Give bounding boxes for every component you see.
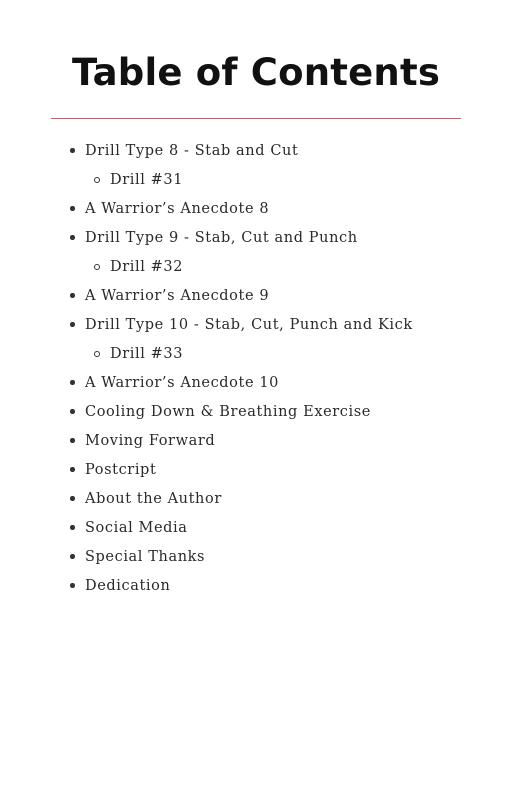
toc-item-label: Moving Forward (85, 433, 216, 449)
bullet-icon (70, 293, 75, 298)
toc-item[interactable] (0, 195, 512, 224)
toc-item[interactable] (0, 485, 512, 514)
bullet-icon (70, 409, 75, 414)
toc-item-label: A Warrior’s Anecdote 9 (85, 288, 270, 304)
bullet-icon (70, 583, 75, 588)
toc-subitem-label: Drill #32 (110, 259, 184, 275)
toc-item-label: Special Thanks (85, 549, 206, 565)
toc-item-label: About the Author (85, 491, 222, 507)
bullet-icon (70, 206, 75, 211)
toc-subitem-label: Drill #31 (110, 172, 184, 188)
bullet-icon (70, 148, 75, 153)
toc-item[interactable] (0, 311, 512, 340)
hollow-bullet-icon (94, 351, 100, 357)
toc-item-label: Drill Type 8 - Stab and Cut (85, 143, 299, 159)
toc-item[interactable] (0, 137, 512, 166)
toc-item[interactable] (0, 282, 512, 311)
toc-subitem[interactable] (0, 166, 512, 195)
bullet-icon (70, 554, 75, 559)
toc-item[interactable] (0, 224, 512, 253)
toc-item-label: Drill Type 10 - Stab, Cut, Punch and Kick (85, 317, 413, 333)
title-divider (51, 118, 461, 119)
toc-item-label: A Warrior’s Anecdote 10 (85, 375, 279, 391)
bullet-icon (70, 467, 75, 472)
toc-item[interactable] (0, 543, 512, 572)
toc-subitem[interactable] (0, 340, 512, 369)
toc-item-label: Cooling Down & Breathing Exercise (85, 404, 371, 420)
toc-item-label: Postcript (85, 462, 157, 478)
toc-item-label: A Warrior’s Anecdote 8 (85, 201, 270, 217)
bullet-icon (70, 380, 75, 385)
toc-list (0, 137, 512, 601)
page-title: Table of Contents (71, 51, 441, 94)
bullet-icon (70, 438, 75, 443)
toc-item[interactable] (0, 514, 512, 543)
toc-subitem-label: Drill #33 (110, 346, 184, 362)
bullet-icon (70, 322, 75, 327)
bullet-icon (70, 496, 75, 501)
toc-item[interactable] (0, 572, 512, 601)
toc-subitem[interactable] (0, 253, 512, 282)
toc-item-label: Social Media (85, 520, 188, 536)
toc-item[interactable] (0, 369, 512, 398)
toc-item[interactable] (0, 427, 512, 456)
hollow-bullet-icon (94, 177, 100, 183)
toc-item[interactable] (0, 456, 512, 485)
bullet-icon (70, 525, 75, 530)
toc-item-label: Drill Type 9 - Stab, Cut and Punch (85, 230, 358, 246)
toc-item[interactable] (0, 398, 512, 427)
bullet-icon (70, 235, 75, 240)
hollow-bullet-icon (94, 264, 100, 270)
toc-item-label: Dedication (85, 578, 171, 594)
